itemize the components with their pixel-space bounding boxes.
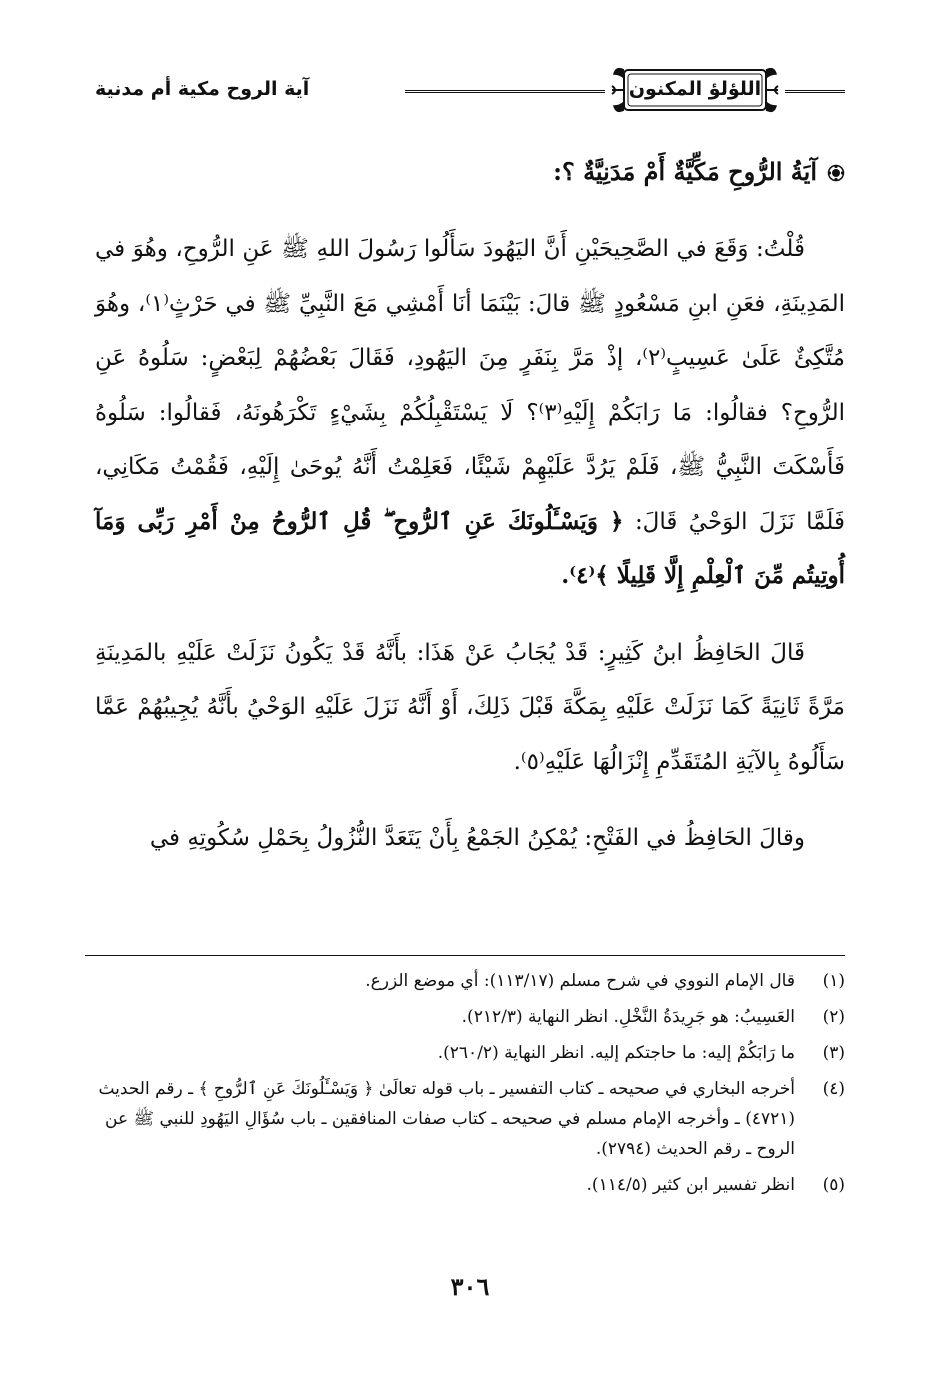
header-rule-right bbox=[785, 90, 845, 93]
footnote-item bbox=[95, 1038, 845, 1068]
footnote-text: انظر تفسير ابن كثير (١١٤/٥). bbox=[586, 1175, 795, 1195]
paragraph-hadith bbox=[95, 222, 845, 604]
footnote-text: أخرجه البخاري في صحيحه ـ كتاب التفسير ـ باب قوله تعالَىٰ ﴿ وَيَسْـَٔلُونَكَ عَنِ ٱلرُّوحِ ﴾ ـ رقم الحديث (٤٧٢١) ـ وأخرجه الإمام مسلم في صحيحه ـ كتاب صفات المنافقين ـ باب سُؤَالِ اليَهُودِ للنبي ﷺ عن الروح ـ رقم الحديث (٢٧٩٤). bbox=[98, 1079, 795, 1159]
paragraph-fath: وقالَ الحَافِظُ في الفَتْحِ: يُمْكِنُ الجَمْعُ بِأَنْ يَتَعَدَّ النُّزُولُ بِحَمْلِ سُكُوتِهِ في bbox=[149, 825, 805, 851]
footnote-text: قال الإمام النووي في شرح مسلم (١١٣/١٧): أي موضع الزرع. bbox=[365, 971, 795, 991]
quran-verse: ﴿ وَيَسْـَٔلُونَكَ عَنِ ٱلرُّوحِ ۖ قُلِ ٱلرُّوحُ مِنْ أَمْرِ رَبِّى وَمَآ أُوتِيتُم مِّنَ ٱلْعِلْمِ إِلَّا قَلِيلًا ﴾⁽٤⁾. bbox=[95, 507, 845, 589]
footnote-separator bbox=[85, 955, 845, 956]
footnote-item bbox=[95, 1074, 845, 1164]
footnote-number: (١) bbox=[822, 971, 845, 991]
book-title: اللؤلؤ المكنون bbox=[628, 78, 762, 100]
title-cartouche bbox=[610, 64, 780, 116]
footnote-number: (٣) bbox=[822, 1043, 845, 1063]
footnote-item bbox=[95, 1002, 845, 1032]
running-header bbox=[95, 60, 845, 124]
footnote-number: (٤) bbox=[822, 1079, 845, 1099]
footnote-item bbox=[95, 966, 845, 996]
paragraph-ibn-kathir: قَالَ الحَافِظُ ابنُ كَثِيرٍ: قَدْ يُجَابُ عَنْ هَذَا: بأَنَّهُ قَدْ يَكُونُ نَزَلَتْ عَلَيْهِ بالمَدِينَةِ مَرَّةً ثَانِيَةً كَمَا نَزَلَتْ عَلَيْهِ بِمَكَّةَ قَبْلَ ذَلِكَ، أَوْ أَنَّهُ نَزَلَ عَلَيْهِ الوَحْيُ بأَنَّهُ يُجِيبُهُمْ عَمَّا سَأَلُوهُ بِالآيَةِ المُتَقَدِّمِ إِنْزَالُهَا عَلَيْهِ⁽٥⁾. bbox=[95, 639, 845, 775]
section-heading bbox=[95, 152, 845, 192]
chapter-title: آية الروح مكية أم مدنية bbox=[95, 78, 310, 100]
footnote-number: (٥) bbox=[822, 1175, 845, 1195]
body-text bbox=[95, 222, 845, 866]
paragraph-1-text: قُلْتُ: وَقَعَ في الصَّحِيحَيْنِ أَنَّ اليَهُودَ سَأَلُوا رَسُولَ اللهِ ﷺ عَنِ الرُّوحِ، وهُوَ في المَدِينَةِ، فعَنِ ابنِ مَسْعُودٍ ﷺ قالَ: بَيْنَمَا أنَا أَمْشِي مَعَ النَّبِيِّ ﷺ في حَرْثٍ⁽١⁾، وهُوَ مُتَّكِئٌ عَلَىٰ عَسِيبٍ⁽٢⁾، إذْ مَرَّ بِنَفَرٍ مِنَ اليَهُودِ، فَقَالَ بَعْضُهُمْ لِبَعْضٍ: سَلُوهُ عَنِ الرُّوحِ؟ فقالُوا: مَا رَابَكُمْ إِلَيْهِ⁽٣⁾؟ لَا يَسْتَقْبِلُكُمْ بِشَيْءٍ تَكْرَهُونَهُ، فَقالُوا: سَلُوهُ فَأَسْكَتَ النَّبِيُّ ﷺ، فَلَمْ يَرُدَّ عَلَيْهِمْ شَيْئًا، فَعَلِمْتُ أَنَّهُ يُوحَىٰ إِلَيْهِ، فَقُمْتُ مَكَانِي، فَلَمَّا نَزَلَ الوَحْيُ قَالَ: bbox=[95, 236, 845, 535]
flower-bullet-icon bbox=[827, 164, 845, 182]
footnote-number: (٢) bbox=[822, 1007, 845, 1027]
footnote-text: ما رَابَكُمْ إليه: ما حاجتكم إليه. انظر النهاية (٢٦٠/٢). bbox=[437, 1043, 795, 1063]
page-number: ٣٠٦ bbox=[450, 1272, 490, 1301]
footnote-text: العَسِيبُ: هو جَرِيدَةُ النَّخْلِ. انظر النهاية (٢١٢/٣). bbox=[461, 1007, 795, 1027]
section-heading-text: آيَةُ الرُّوحِ مَكِّيَّةٌ أَمْ مَدَنِيَّةٌ ؟: bbox=[553, 157, 817, 186]
footnotes bbox=[95, 966, 845, 1206]
header-rule-left bbox=[405, 90, 605, 93]
footnote-item bbox=[95, 1170, 845, 1200]
